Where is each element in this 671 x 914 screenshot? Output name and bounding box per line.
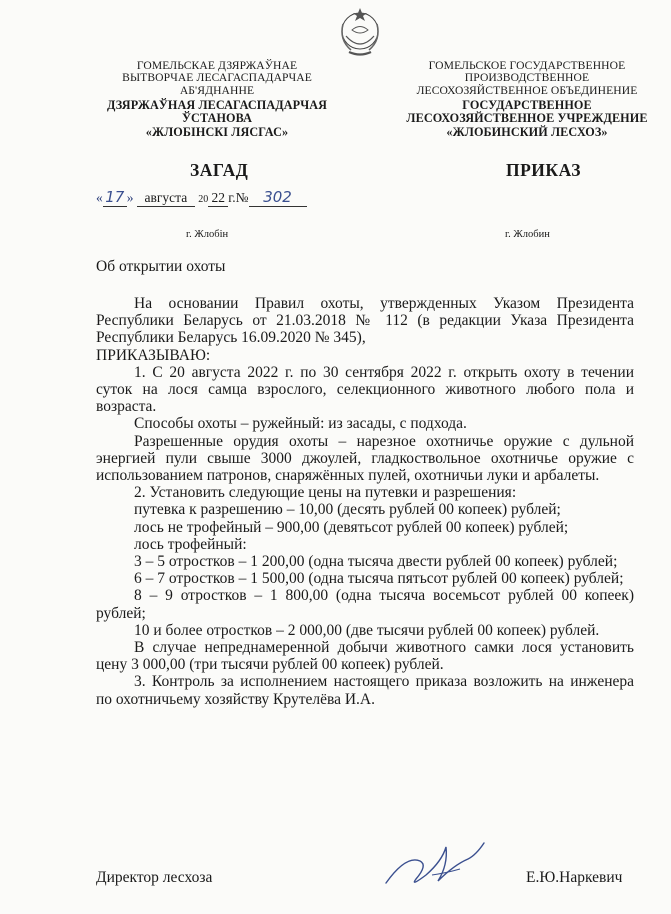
place-ru: г. Жлобин xyxy=(505,229,550,240)
date-open-quote: « xyxy=(96,190,103,205)
order-number-field xyxy=(249,188,307,207)
price-trophy-3-5: 3 – 5 отростков – 1 200,00 (одна тысяча двести рублей 00 копеек) рублей; xyxy=(134,553,618,571)
place-be: г. Жлобін xyxy=(186,229,229,240)
date-year-prefix: 20 xyxy=(198,194,209,205)
order-number: 302 xyxy=(263,188,292,206)
header-right-org-line3: «ЖЛОБИНСКИЙ ЛЕСХОЗ» xyxy=(446,124,608,139)
date-day-field xyxy=(103,188,127,207)
header-right-org-line1: ГОСУДАРСТВЕННОЕ xyxy=(462,98,592,113)
date-year-suffix: 22 xyxy=(211,190,225,205)
header-right xyxy=(388,60,666,139)
date-month-field xyxy=(137,190,195,207)
state-emblem-icon xyxy=(335,6,385,58)
header-left-org-line3: «ЖЛОБІНСКІ ЛЯСГАС» xyxy=(145,124,289,139)
header-left-line2: ВЫТВОРЧАЕ ЛЕСАГАСПАДАРЧАЕ xyxy=(122,71,312,85)
order-body xyxy=(96,295,634,708)
price-trophy-8-9: 8 – 9 отростков – 1 800,00 (одна тысяча восемьсот рублей 00 копеек) рублей; xyxy=(96,587,634,622)
paragraph-female: В случае непреднамеренной добычи животного самки лося установить цену 3 000,00 (три тысячи рублей 00 копеек) рублей. xyxy=(96,639,634,674)
paragraph-item-3: 3. Контроль за исполнением настоящего приказа возложить на инженера по охотничьему хозяйству Крутелёва И.А. xyxy=(96,673,634,708)
header-left-line1: ГОМЕЛЬСКАЕ ДЗЯРЖАЎНАЕ xyxy=(136,59,298,72)
price-trophy-10-plus: 10 и более отростков – 2 000,00 (две тысячи рублей 00 копеек) рублей. xyxy=(134,621,600,639)
paragraph-order-word: ПРИКАЗЫВАЮ: xyxy=(96,346,211,364)
paragraph-weapons: Разрешенные орудия охоты – нарезное охотничье оружие с дульной энергией пули свыше 3000 джоулей, гладкоствольное охотничье оружие с использованием патронов, снаряжённых пулей, охотничьи луки и арбалеты. xyxy=(96,432,634,485)
paragraph-item-2: 2. Установить следующие цены на путевки и разрешения: xyxy=(134,484,517,502)
handwritten-signature-icon xyxy=(376,835,496,895)
date-number-line xyxy=(96,188,307,207)
price-non-trophy: лось не трофейный – 900,00 (девятьсот рублей 00 копеек) рублей; xyxy=(134,518,569,536)
number-sign: № xyxy=(235,190,249,205)
doc-type-ru: ПРИКАЗ xyxy=(506,160,582,180)
header-left-line3: АБ'ЯДНАННЕ xyxy=(179,83,255,97)
header-left-org-line2: ЎСТАНОВА xyxy=(182,111,252,126)
header-left-org-line1: ДЗЯРЖАЎНАЯ ЛЕСАГАСПАДАРЧАЯ xyxy=(106,98,328,113)
paragraph-basis: На основании Правил охоты, утвержденных Указом Президента Республики Беларусь от 21.03.2018 № 112 (в редакции Указа Президента Республики Беларусь 16.09.2020 № 345), xyxy=(96,295,634,347)
doc-type-be: ЗАГАД xyxy=(190,160,249,180)
header-right-line2: ПРОИЗВОДСТВЕННОЕ xyxy=(464,71,590,85)
date-year-mark: г. xyxy=(228,190,236,205)
price-trophy-6-7: 6 – 7 отростков – 1 500,00 (одна тысяча пятьсот рублей 00 копеек) рублей; xyxy=(134,570,624,588)
price-trophy-label: лось трофейный: xyxy=(134,535,247,553)
signer-position: Директор лесхоза xyxy=(96,869,213,886)
date-year-field xyxy=(208,190,228,207)
signer-name: Е.Ю.Наркевич xyxy=(526,869,623,886)
paragraph-methods: Способы охоты – ружейный: из засады, с подхода. xyxy=(134,415,467,433)
date-month: августа xyxy=(144,190,188,205)
header-right-line3: ЛЕСОХОЗЯЙСТВЕННОЕ ОБЪЕДИНЕНИЕ xyxy=(416,83,638,97)
order-subject: Об открытии охоты xyxy=(96,258,226,275)
date-close-quote: » xyxy=(126,190,134,205)
header-right-line1: ГОМЕЛЬСКОЕ ГОСУДАРСТВЕННОЕ xyxy=(428,59,626,72)
date-day: 17 xyxy=(105,188,125,206)
header-left xyxy=(82,60,352,139)
price-voucher: путевка к разрешению – 10,00 (десять рублей 00 копеек) рублей; xyxy=(134,501,561,519)
paragraph-item-1: 1. С 20 августа 2022 г. по 30 сентября 2022 г. открыть охоту в течении суток на лося самца взрослого, селекционного животного любого пола и возраста. xyxy=(96,363,634,416)
header-right-org-line2: ЛЕСОХОЗЯЙСТВЕННОЕ УЧРЕЖДЕНИЕ xyxy=(406,111,648,126)
